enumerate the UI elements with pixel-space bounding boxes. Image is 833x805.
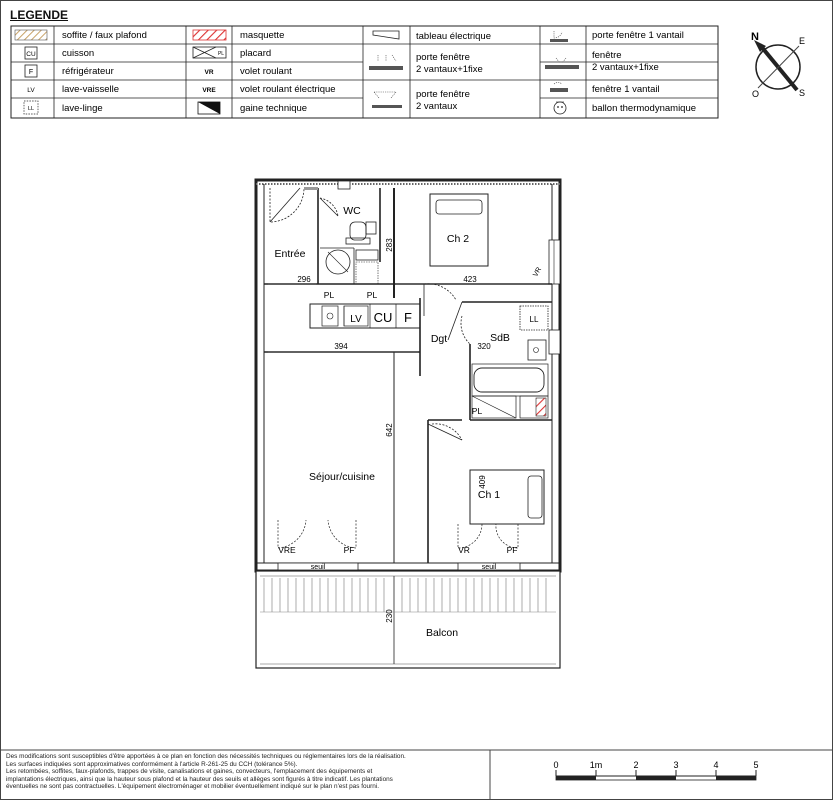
note-line: Les surfaces indiquées sont approximatives conformément à l'article R-261-25 du CCH (tolérance 5%). xyxy=(6,760,298,768)
disclaimer-notes xyxy=(6,753,486,791)
dim-283: 283 xyxy=(385,238,394,252)
fixture-vre: VRE xyxy=(278,545,296,555)
fixture-ll: LL xyxy=(529,315,539,324)
porte-fenetre-2v1f-symbol xyxy=(369,55,403,70)
room-dgt: Dgt xyxy=(430,333,448,345)
legend-volet-roulant-text: volet roulant xyxy=(240,66,292,77)
fixture-cu: CU xyxy=(373,310,393,325)
dim-394: 394 xyxy=(334,342,348,351)
room-ch1: Ch 1 xyxy=(477,489,501,501)
legend-title: LEGENDE xyxy=(10,8,69,22)
fixture-vr-ch2: VR xyxy=(532,266,544,279)
porte-fenetre-1v-symbol xyxy=(550,31,568,42)
lave-vaisselle-symbol-label: LV xyxy=(27,87,35,94)
legend-gaine-text: gaine technique xyxy=(240,103,308,114)
room-sejour-cuisine: Séjour/cuisine xyxy=(309,471,375,483)
legend-pf-2v1f-line1: porte fenêtre xyxy=(416,52,470,63)
scale-bar xyxy=(553,760,758,780)
dim-320: 320 xyxy=(477,342,491,351)
legend-pf-2v-line2: 2 vantaux xyxy=(416,101,458,112)
fixture-f: F xyxy=(404,310,412,325)
note-line: Les retombées, soffites, faux-plafonds, trappes de visite, canalisations et gaines, convecteurs, l'emplacement des équipements et xyxy=(6,768,373,776)
gaine-technique-symbol xyxy=(198,102,220,114)
placard-symbol-label: PL xyxy=(217,51,225,57)
scale-1: 1m xyxy=(589,760,603,770)
compass-n: N xyxy=(751,31,759,43)
legend-pf-2v1f-line2: 2 vantaux+1fixe xyxy=(416,64,483,75)
fenetre-2v1f-symbol xyxy=(545,58,579,69)
porte-fenetre-2v-symbol xyxy=(372,92,402,108)
legend-ballon-text: ballon thermodynamique xyxy=(592,103,697,114)
legend-refrigerateur-text: réfrigérateur xyxy=(62,66,114,77)
placard-symbol xyxy=(193,47,226,58)
room-wc: WC xyxy=(343,205,361,217)
volet-roulant-electrique-symbol-label: VRE xyxy=(202,87,216,94)
legend-volet-electrique-text: volet roulant électrique xyxy=(240,84,336,95)
fixture-vr-ch1: VR xyxy=(458,545,470,555)
compass-s: S xyxy=(799,88,806,98)
compass-e: E xyxy=(799,36,806,46)
dim-423: 423 xyxy=(463,275,477,284)
fenetre-1v-symbol xyxy=(550,83,568,93)
note-line: Des modifications sont susceptibles d'être apportées à ce plan en fonction des nécessités techniques ou réglementaires lors de la réalisation. xyxy=(6,753,406,760)
seuil-2: seuil xyxy=(481,564,497,571)
legend-lave-linge-text: lave-linge xyxy=(62,103,103,114)
dim-230: 230 xyxy=(385,609,394,623)
fixture-pl-1: PL xyxy=(323,290,335,300)
legend-lave-vaisselle-text: lave-vaisselle xyxy=(62,84,120,95)
legend-fenetre-1v-text: fenêtre 1 vantail xyxy=(592,84,660,95)
scale-0: 0 xyxy=(553,760,559,770)
room-entree: Entrée xyxy=(274,248,306,260)
scale-3: 3 xyxy=(673,760,679,770)
legend-soffite-text: soffite / faux plafond xyxy=(62,30,147,41)
seuil-1: seuil xyxy=(310,564,326,571)
dim-409: 409 xyxy=(478,475,487,489)
lave-linge-symbol-label: LL xyxy=(27,106,35,112)
scale-4: 4 xyxy=(713,760,719,770)
refrigerateur-symbol-label: F xyxy=(28,69,34,76)
room-sdb: SdB xyxy=(490,332,510,344)
cuisson-symbol-label: CU xyxy=(26,51,36,58)
legend-table xyxy=(11,26,718,118)
tableau-electrique-symbol xyxy=(373,31,399,39)
legend-fenetre-line1: fenêtre xyxy=(592,50,622,61)
note-line: implantations électriques, ainsi que la hauteur sous plafond et la hauteur des seuils et allèges sont figurés à titre indicatif. Les plantations xyxy=(6,775,393,783)
ballon-thermodynamique-symbol xyxy=(554,102,566,114)
fixture-lv: LV xyxy=(350,314,362,325)
legend-cuisson-text: cuisson xyxy=(62,48,95,59)
legend-pf-2v-line1: porte fenêtre xyxy=(416,89,470,100)
volet-roulant-symbol-label: VR xyxy=(204,69,214,76)
fixture-pl-2: PL xyxy=(366,290,378,300)
fixture-pf-1: PF xyxy=(343,545,355,555)
scale-5: 5 xyxy=(753,760,759,770)
soffite-symbol xyxy=(15,30,47,40)
note-line: éventuelles ne sont pas contractuelles. L'équipement électroménager et mobilier éventuellement indiqué sur le plan n'est pas fourni. xyxy=(6,783,379,791)
scale-2: 2 xyxy=(633,760,639,770)
room-ch2: Ch 2 xyxy=(446,233,470,245)
compass xyxy=(751,31,805,99)
dim-296: 296 xyxy=(297,275,311,284)
fixture-pf-2: PF xyxy=(506,545,518,555)
legend-placard-text: placard xyxy=(240,48,272,59)
legend-masquette-text: masquette xyxy=(240,30,285,41)
compass-o: O xyxy=(752,89,760,99)
legend-fenetre-line2: 2 vantaux+1fixe xyxy=(592,62,659,73)
dim-642: 642 xyxy=(385,423,394,437)
room-balcon: Balcon xyxy=(425,627,459,639)
legend-tableau-text: tableau électrique xyxy=(416,31,491,42)
fixture-pl-3: PL xyxy=(471,406,483,416)
masquette-symbol xyxy=(193,30,226,40)
legend-pf-1v-text: porte fenêtre 1 vantail xyxy=(592,30,684,41)
